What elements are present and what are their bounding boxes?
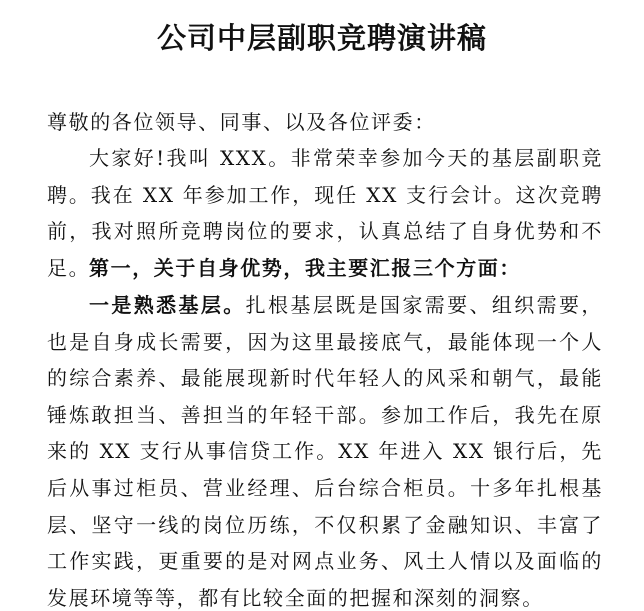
paragraph-body-text: 扎根基层既是国家需要、组织需要，也是自身成长需要，因为这里最接底气，最能体现一个人的综合素养、最能展现新时代年轻人的风采和朝气，最能锤炼敢担当、善担当的年轻干部。参加工作后，我先在原来的 XX 支行从事信贷工作。XX 年进入 XX 银行后，先后从事过柜员、营业经理、后台综合柜员。十多年扎根基层、坚守一线的岗位历练，不仅积累了金融知识、丰富了工作实践，更重要的是对网点业务、风土人情以及面临的发展环境等等，都有比较全面的把握和深刻的洞察。 bbox=[47, 293, 603, 610]
paragraph-section-heading: 第一，关于自身优势，我主要汇报三个方面： bbox=[89, 256, 521, 280]
paragraph-lead-phrase: 一是熟悉基层。 bbox=[89, 293, 246, 317]
paragraph-introduction: 大家好!我叫 XXX。非常荣幸参加今天的基层副职竞聘。我在 XX 年参加工作，现任 XX 支行会计。这次竞聘前，我对照所竞聘岗位的要求，认真总结了自身优势和不足。 bbox=[47, 146, 603, 280]
salutation-line: 尊敬的各位领导、同事、以及各位评委： bbox=[47, 110, 436, 134]
paragraph-familiar-with-grassroots bbox=[47, 287, 603, 611]
document-title: 公司中层副职竞聘演讲稿 bbox=[156, 21, 487, 55]
